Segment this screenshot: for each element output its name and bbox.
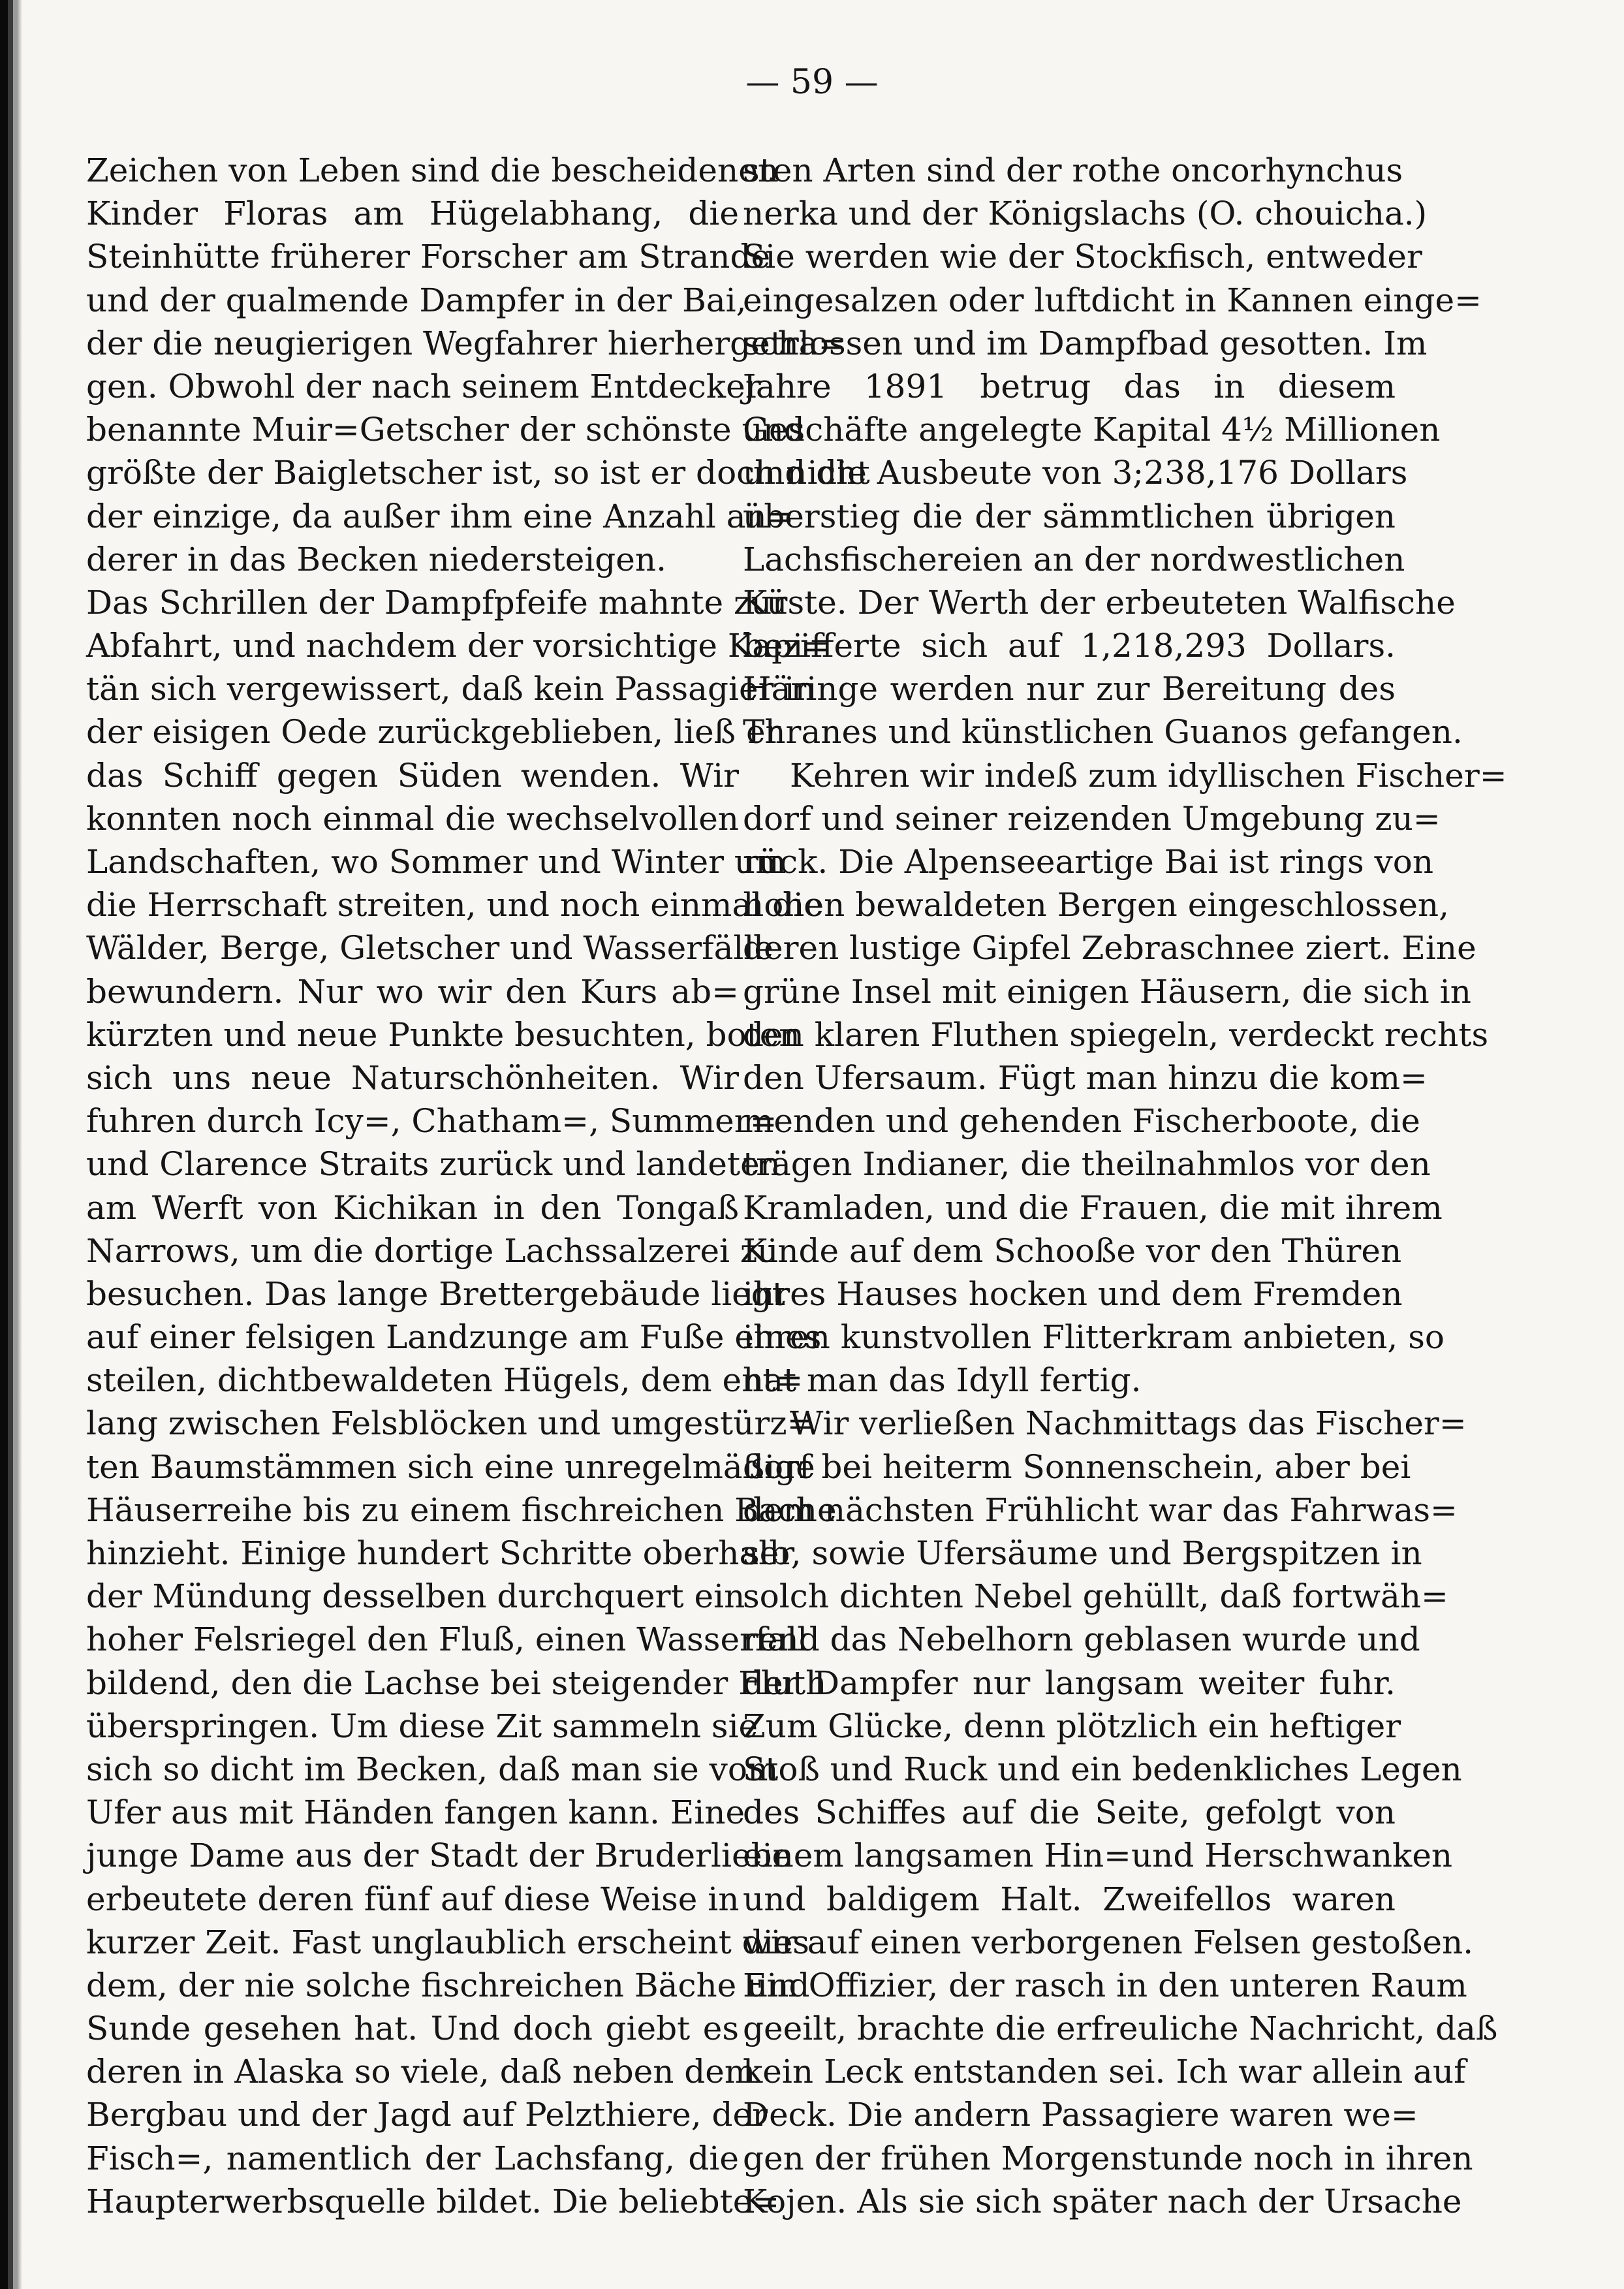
text-line: auf einer felsigen Landzunge am Fuße eines — [86, 1318, 822, 1357]
text-line: hohen bewaldeten Bergen eingeschlossen, — [743, 886, 1450, 924]
text-line: Bergbau und der Jagd auf Pelzthiere, der — [86, 2096, 768, 2134]
text-line: bewundern. Nur wo wir den Kurs ab= — [86, 972, 739, 1011]
right-column — [743, 149, 1507, 2223]
text-line: schlossen und im Dampfbad gesotten. Im — [743, 324, 1428, 362]
text-line: Steinhütte früherer Forscher am Strande — [86, 238, 771, 276]
text-line: ser, sowie Ufersäume und Bergspitzen in — [743, 1534, 1422, 1572]
text-line: konnten noch einmal die wechselvollen — [86, 799, 739, 838]
text-line: am Werft von Kichikan in den Tongaß — [86, 1188, 739, 1227]
text-line: Häuserreihe bis zu einem fischreichen Bache — [86, 1491, 837, 1529]
text-line: lang zwischen Felsblöcken und umgestürz= — [86, 1404, 815, 1443]
text-line: steilen, dichtbewaldeten Hügels, dem ent= — [86, 1361, 804, 1400]
text-line: hinzieht. Einige hundert Schritte oberhalb — [86, 1534, 790, 1572]
text-line: bildend, den die Lachse bei steigender Fluth — [86, 1664, 827, 1702]
text-line: gen. Obwohl der nach seinem Entdecker — [86, 367, 761, 405]
text-line: Stoß und Ruck und ein bedenkliches Legen — [743, 1750, 1462, 1788]
text-line: menden und gehenden Fischerboote, die — [743, 1102, 1420, 1141]
text-line: sten Arten sind der rothe oncorhynchus — [743, 151, 1403, 189]
text-line: geeilt, brachte die erfreuliche Nachricht, daß — [743, 2010, 1498, 2048]
text-line: Zum Glücke, denn plötzlich ein heftiger — [743, 1707, 1401, 1745]
text-line: benannte Muir=Getscher der schönste und — [86, 411, 805, 449]
text-line: dem nächsten Frühlicht war das Fahrwas= — [743, 1491, 1458, 1529]
text-line: eingesalzen oder luftdicht in Kannen einge= — [743, 281, 1482, 319]
text-line: bezifferte sich auf 1,218,293 Dollars. — [743, 627, 1396, 665]
text-line: ten Baumstämmen sich eine unregelmäßige — [86, 1447, 815, 1486]
text-line: junge Dame aus der Stadt der Bruderliebe — [86, 1837, 792, 1875]
text-line: Kojen. Als sie sich später nach der Ursache — [743, 2182, 1462, 2220]
text-line: Thranes und künstlichen Guanos gefangen. — [743, 713, 1463, 751]
text-line: des Schiffes auf die Seite, gefolgt von — [743, 1793, 1396, 1832]
text-line: einem langsamen Hin=und Herschwanken — [743, 1837, 1453, 1875]
text-line: Sunde gesehen hat. Und doch giebt es — [86, 2010, 739, 2048]
text-line: Kinder Floras am Hügelabhang, die — [86, 195, 739, 233]
text-line: Das Schrillen der Dampfpfeife mahnte zur — [86, 583, 788, 622]
text-line: und Clarence Straits zurück und landeten — [86, 1145, 781, 1184]
text-line: Küste. Der Werth der erbeuteten Walfische — [743, 583, 1456, 622]
text-line: das Schiff gegen Süden wenden. Wir — [86, 756, 739, 795]
text-line: wir auf einen verborgenen Felsen gestoßen. — [743, 1923, 1474, 1961]
page-number: — 59 — — [745, 63, 879, 102]
text-line: überstieg die der sämmtlichen übrigen — [743, 497, 1396, 535]
text-line: dorf bei heiterm Sonnenschein, aber bei — [743, 1447, 1411, 1486]
text-line: hoher Felsriegel den Fluß, einen Wasserfall — [86, 1620, 808, 1659]
text-line: nerka und der Königslachs (O. chouicha.) — [743, 195, 1428, 233]
text-line: Kinde auf dem Schooße vor den Thüren — [743, 1231, 1402, 1270]
text-line: größte der Baigletscher ist, so ist er doch nicht — [86, 454, 870, 492]
text-line: Deck. Die andern Passagiere waren we= — [743, 2096, 1418, 2134]
text-line: der einzige, da außer ihm eine Anzahl an= — [86, 497, 794, 535]
text-line: tän sich vergewissert, daß kein Passagier in — [86, 670, 816, 708]
text-line: Narrows, um die dortige Lachssalzerei zu — [86, 1231, 779, 1270]
text-line: Abfahrt, und nachdem der vorsichtige Kapi= — [86, 627, 830, 665]
text-line: sich so dicht im Becken, daß man sie vom — [86, 1750, 779, 1788]
text-line: überspringen. Um diese Zit sammeln sie — [86, 1707, 758, 1745]
text-line: Geschäfte angelegte Kapital 4½ Millionen — [743, 411, 1441, 449]
text-line: fuhren durch Icy=, Chatham=, Summer= — [86, 1102, 777, 1141]
text-line: und der qualmende Dampfer in der Bai, — [86, 281, 747, 319]
text-line: grüne Insel mit einigen Häusern, die sich in — [743, 972, 1471, 1011]
text-line: kürzten und neue Punkte besuchten, boten — [86, 1015, 800, 1054]
text-line: Kramladen, und die Frauen, die mit ihrem — [743, 1188, 1443, 1227]
text-line: der die neugierigen Wegfahrer hierhergetra= — [86, 324, 846, 362]
text-line: Häringe werden nur zur Bereitung des — [743, 670, 1396, 708]
text-line: dem, der nie solche fischreichen Bäche und — [86, 1966, 810, 2004]
text-line: solch dichten Nebel gehüllt, daß fortwäh= — [743, 1577, 1448, 1616]
text-line: Wir verließen Nachmittags das Fischer= — [790, 1404, 1467, 1443]
text-line: erbeutete deren fünf auf diese Weise in — [86, 1880, 740, 1918]
scan-binding-edge — [0, 0, 22, 2289]
text-line: rend das Nebelhorn geblasen wurde und — [743, 1620, 1420, 1659]
text-line: Haupterwerbsquelle bildet. Die beliebte= — [86, 2182, 780, 2220]
text-line: Kehren wir indeß zum idyllischen Fischer= — [790, 756, 1507, 795]
text-line: Sie werden wie der Stockfisch, entweder — [743, 238, 1422, 276]
text-line: die Herrschaft streiten, und noch einmal die — [86, 886, 823, 924]
text-line: Ufer aus mit Händen fangen kann. Eine — [86, 1793, 745, 1832]
text-line: kurzer Zeit. Fast unglaublich erscheint dies — [86, 1923, 809, 1961]
text-line: der Dampfer nur langsam weiter fuhr. — [743, 1664, 1396, 1702]
text-line: gen der frühen Morgenstunde noch in ihren — [743, 2139, 1473, 2177]
text-line: besuchen. Das lange Brettergebäude liegt — [86, 1274, 785, 1313]
text-line: der eisigen Oede zurückgeblieben, ließ er — [86, 713, 781, 751]
text-line: dorf und seiner reizenden Umgebung zu= — [743, 799, 1441, 838]
text-line: deren in Alaska so viele, daß neben dem — [86, 2053, 756, 2091]
text-line: und die Ausbeute von 3;238,176 Dollars — [743, 454, 1408, 492]
left-column — [86, 149, 870, 2223]
text-line: derer in das Becken niedersteigen. — [86, 540, 666, 578]
text-line: den Ufersaum. Fügt man hinzu die kom= — [743, 1058, 1428, 1097]
text-line: Fisch=, namentlich der Lachsfang, die — [86, 2139, 739, 2177]
text-line: rück. Die Alpenseeartige Bai ist rings von — [743, 843, 1434, 881]
text-line: der Mündung desselben durchquert ein — [86, 1577, 745, 1616]
text-line: deren lustige Gipfel Zebraschnee ziert. Eine — [743, 929, 1476, 968]
text-line: Jahre 1891 betrug das in diesem — [743, 367, 1396, 405]
text-line: sich uns neue Naturschönheiten. Wir — [86, 1058, 739, 1097]
text-line: Landschaften, wo Sommer und Winter um — [86, 843, 787, 881]
text-line: Zeichen von Leben sind die bescheidenen — [86, 151, 779, 189]
text-line: Lachsfischereien an der nordwestlichen — [743, 540, 1405, 578]
text-line: hat man das Idyll fertig. — [743, 1361, 1142, 1400]
text-line: trägen Indianer, die theilnahmlos vor den — [743, 1145, 1431, 1184]
text-line: ihren kunstvollen Flitterkram anbieten, so — [743, 1318, 1444, 1357]
text-line: Wälder, Berge, Gletscher und Wasserfälle — [86, 929, 773, 968]
text-line: kein Leck entstanden sei. Ich war allein auf — [743, 2053, 1466, 2091]
text-line: Ein Offizier, der rasch in den unteren Raum — [743, 1966, 1467, 2004]
text-line: den klaren Fluthen spiegeln, verdeckt rechts — [743, 1015, 1489, 1054]
text-line: und baldigem Halt. Zweifellos waren — [743, 1880, 1396, 1918]
text-line: ihres Hauses hocken und dem Fremden — [743, 1274, 1403, 1313]
